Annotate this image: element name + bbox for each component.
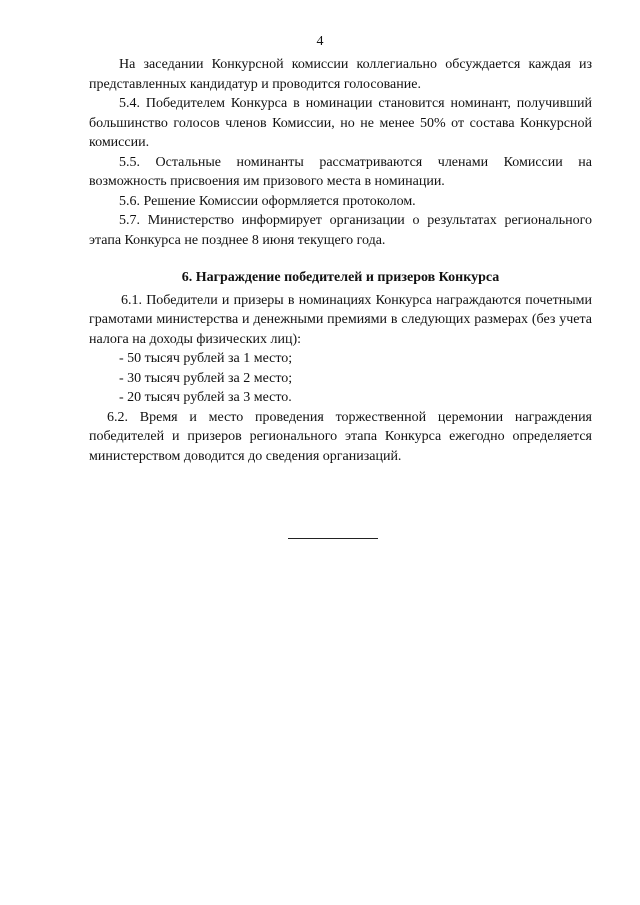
page-number: 4 bbox=[316, 34, 324, 49]
section-6-heading: 6. Награждение победителей и призеров Конкурса bbox=[181, 270, 500, 285]
prize-item-2: - 30 тысяч рублей за 2 место; bbox=[119, 370, 293, 386]
paragraph-5-6: 5.6. Решение Комиссии оформляется протоколом. bbox=[119, 193, 416, 209]
prize-item-3: - 20 тысяч рублей за 3 место. bbox=[119, 390, 292, 405]
paragraph-6-1: 6.1. Победители и призеры в номинациях Конкурса награждаются почетными грамотами министерства и денежными премиями в следующих размерах (без учета налога на доходы физических лиц): bbox=[89, 292, 592, 347]
paragraph-5-7: 5.7. Министерство информирует организации о результатах регионального этапа Конкурса не позднее 8 июня текущего года. bbox=[89, 213, 592, 248]
closing-divider bbox=[288, 538, 378, 539]
prize-item-1: - 50 тысяч рублей за 1 место; bbox=[119, 351, 293, 366]
document-body bbox=[89, 55, 592, 466]
paragraph-intro: На заседании Конкурсной комиссии коллегиально обсуждается каждая из представленных кандидатур и проводится голосование. bbox=[89, 57, 592, 92]
paragraph-5-4: 5.4. Победителем Конкурса в номинации становится номинант, получивший большинство голосов членов Комиссии, но не менее 50% от состава Конкурсной комиссии. bbox=[89, 96, 592, 150]
paragraph-6-2: 6.2. Время и место проведения торжественной церемонии награждения победителей и призеров регионального этапа Конкурса ежегодно определяется министерством доводится до сведения организаций. bbox=[89, 409, 592, 464]
paragraph-5-5: 5.5. Остальные номинанты рассматриваются членами Комиссии на возможность присвоения им призового места в номинации. bbox=[89, 154, 592, 189]
